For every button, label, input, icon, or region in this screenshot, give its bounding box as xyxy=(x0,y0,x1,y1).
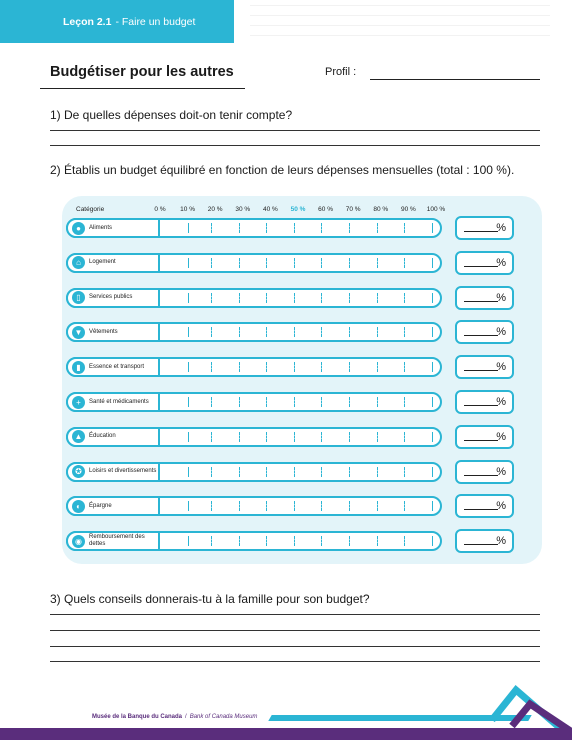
percent-gridline xyxy=(294,467,295,477)
percent-gridline xyxy=(188,432,189,442)
percent-tick-label: 80 % xyxy=(373,206,389,213)
percent-gridline xyxy=(377,293,378,303)
percent-gridline xyxy=(294,327,295,337)
percent-gridline xyxy=(266,327,267,337)
decorative-lines xyxy=(250,5,550,45)
percent-gridline xyxy=(211,536,212,546)
category-label: Services publics xyxy=(89,294,133,301)
percent-sign: % xyxy=(496,291,506,304)
percent-gridline xyxy=(432,223,433,233)
budget-row xyxy=(66,253,442,273)
percent-gridline xyxy=(266,223,267,233)
percent-answer-box[interactable] xyxy=(455,390,514,414)
answer-line[interactable] xyxy=(50,614,540,615)
percent-sign: % xyxy=(496,396,506,408)
percent-gridline xyxy=(321,536,322,546)
percent-gridline xyxy=(211,501,212,511)
percent-gridline xyxy=(239,467,240,477)
percent-gridline xyxy=(321,501,322,511)
category-label: Logement xyxy=(89,259,116,266)
coin-icon: ◉ xyxy=(72,535,85,548)
chevron-logo-icon xyxy=(490,680,572,730)
category-label-box xyxy=(66,253,160,273)
category-label: Éducation xyxy=(89,433,116,440)
percent-gridline xyxy=(188,467,189,477)
percent-gridline xyxy=(321,432,322,442)
percent-gridline xyxy=(294,397,295,407)
percent-gridline xyxy=(239,397,240,407)
percent-gridline xyxy=(266,397,267,407)
percent-gridline xyxy=(349,432,350,442)
percent-tick-label: 50 % xyxy=(290,206,306,213)
percent-gridline xyxy=(377,432,378,442)
percent-gridline xyxy=(321,327,322,337)
question-3: 3) Quels conseils donnerais-tu à la famille pour son budget? xyxy=(50,592,370,606)
percent-gridline xyxy=(266,501,267,511)
percent-gridline xyxy=(377,362,378,372)
percent-gridline xyxy=(188,293,189,303)
category-label-box xyxy=(66,392,160,412)
lesson-number: Leçon 2.1 xyxy=(63,15,112,28)
house-icon: ⌂ xyxy=(72,256,85,269)
medical-cross-icon: + xyxy=(72,396,85,409)
percent-answer-box[interactable] xyxy=(455,494,514,518)
lesson-topic: - Faire un budget xyxy=(115,15,196,28)
percent-gridline xyxy=(294,362,295,372)
percent-sign: % xyxy=(496,535,506,548)
budget-row xyxy=(66,288,442,308)
category-label-box xyxy=(66,462,160,482)
shirt-icon: ▼ xyxy=(72,326,85,339)
percent-answer-line xyxy=(464,231,498,232)
percent-gridline xyxy=(377,501,378,511)
percent-gridline xyxy=(404,223,405,233)
percent-tick-label: 70 % xyxy=(345,206,361,213)
percent-gridline xyxy=(404,327,405,337)
percent-answer-line xyxy=(464,370,498,371)
percent-gridline xyxy=(349,397,350,407)
museum-name-fr: Musée de la Banque du Canada xyxy=(92,714,183,720)
budget-row xyxy=(66,462,442,482)
percent-gridline xyxy=(377,258,378,268)
percent-gridline xyxy=(432,362,433,372)
percent-gridline xyxy=(404,501,405,511)
percent-gridline xyxy=(239,362,240,372)
percent-answer-box[interactable] xyxy=(455,529,514,553)
piggy-bank-icon: ◐ xyxy=(72,500,85,513)
percent-gridline xyxy=(404,293,405,303)
category-label: Essence et transport xyxy=(89,363,145,370)
footer-separator: / xyxy=(185,714,187,720)
category-label-box xyxy=(66,357,160,377)
category-label: Remboursement des dettes xyxy=(89,534,145,548)
budget-row xyxy=(66,322,442,342)
percent-gridline xyxy=(239,223,240,233)
percent-gridline xyxy=(294,536,295,546)
percent-gridline xyxy=(404,258,405,268)
percent-gridline xyxy=(239,258,240,268)
percent-gridline xyxy=(321,223,322,233)
percent-gridline xyxy=(211,258,212,268)
category-label-box xyxy=(66,531,160,551)
percent-gridline xyxy=(239,432,240,442)
budget-row xyxy=(66,357,442,377)
percent-answer-line xyxy=(464,475,498,476)
budget-row xyxy=(66,427,442,447)
footer-bar xyxy=(0,728,572,740)
percent-sign: % xyxy=(496,465,506,478)
category-label-box xyxy=(66,218,160,238)
percent-sign: % xyxy=(496,326,506,339)
percent-gridline xyxy=(239,327,240,337)
soccer-ball-icon: ✪ xyxy=(72,465,85,478)
percent-gridline xyxy=(432,327,433,337)
percent-gridline xyxy=(432,432,433,442)
percent-answer-line xyxy=(464,266,498,267)
percent-sign: % xyxy=(496,361,506,374)
category-label: Santé et médicaments xyxy=(89,398,149,405)
percent-tick-label: 90 % xyxy=(400,206,416,213)
percent-gridline xyxy=(294,223,295,233)
footer-credit xyxy=(92,714,257,720)
percent-gridline xyxy=(294,293,295,303)
category-label-box xyxy=(66,322,160,342)
percent-gridline xyxy=(211,293,212,303)
percent-gridline xyxy=(349,258,350,268)
profil-label: Profil : xyxy=(325,66,357,78)
title-underline xyxy=(40,88,245,89)
category-label: Vêtements xyxy=(89,328,118,335)
percent-gridline xyxy=(188,501,189,511)
percent-tick-label: 60 % xyxy=(318,206,334,213)
percent-gridline xyxy=(239,536,240,546)
percent-gridline xyxy=(211,397,212,407)
answer-line[interactable] xyxy=(50,630,540,631)
percent-gridline xyxy=(377,397,378,407)
percent-tick-label: 0 % xyxy=(154,206,166,213)
percent-tick-label: 30 % xyxy=(235,206,251,213)
percent-gridline xyxy=(404,536,405,546)
percent-gridline xyxy=(377,536,378,546)
percent-gridline xyxy=(432,258,433,268)
percent-gridline xyxy=(294,258,295,268)
percent-gridline xyxy=(266,362,267,372)
percent-gridline xyxy=(188,223,189,233)
percent-tick-label: 100 % xyxy=(426,206,446,213)
apple-icon: ● xyxy=(72,222,85,235)
category-label-box xyxy=(66,427,160,447)
percent-gridline xyxy=(266,467,267,477)
percent-gridline xyxy=(211,327,212,337)
percent-gridline xyxy=(404,467,405,477)
percent-gridline xyxy=(321,362,322,372)
percent-gridline xyxy=(321,293,322,303)
lesson-header xyxy=(0,0,234,43)
category-label: Loisirs et divertissements xyxy=(89,468,157,475)
percent-gridline xyxy=(188,258,189,268)
percent-gridline xyxy=(321,467,322,477)
percent-gridline xyxy=(349,327,350,337)
percent-sign: % xyxy=(496,256,506,269)
percent-gridline xyxy=(349,223,350,233)
budget-row xyxy=(66,218,442,238)
budget-row xyxy=(66,392,442,412)
percent-gridline xyxy=(266,293,267,303)
profil-answer-line[interactable] xyxy=(370,79,540,80)
percent-answer-line xyxy=(464,335,498,336)
percent-gridline xyxy=(432,501,433,511)
percent-answer-line xyxy=(464,544,498,545)
percent-sign: % xyxy=(496,500,506,513)
category-label: Aliments xyxy=(89,224,113,231)
budget-row xyxy=(66,496,442,516)
answer-line[interactable] xyxy=(50,130,540,131)
percent-gridline xyxy=(188,397,189,407)
percent-tick-label: 40 % xyxy=(262,206,278,213)
percent-gridline xyxy=(404,432,405,442)
category-label-box xyxy=(66,496,160,516)
percent-gridline xyxy=(321,397,322,407)
percent-gridline xyxy=(266,258,267,268)
percent-gridline xyxy=(377,327,378,337)
percent-tick-label: 20 % xyxy=(207,206,223,213)
percent-gridline xyxy=(211,362,212,372)
percent-answer-line xyxy=(464,509,498,510)
graduation-cap-icon: ▲ xyxy=(72,430,85,443)
percent-gridline xyxy=(211,223,212,233)
answer-line[interactable] xyxy=(50,145,540,146)
percent-gridline xyxy=(188,327,189,337)
percent-gridline xyxy=(239,293,240,303)
percent-answer-box[interactable] xyxy=(455,425,514,449)
percent-answer-box[interactable] xyxy=(455,251,514,275)
percent-gridline xyxy=(349,501,350,511)
percent-answer-line xyxy=(464,301,498,302)
percent-gridline xyxy=(432,536,433,546)
page-title: Budgétiser pour les autres xyxy=(50,64,234,80)
percent-gridline xyxy=(349,362,350,372)
percent-sign: % xyxy=(496,430,506,443)
percent-gridline xyxy=(349,293,350,303)
percent-gridline xyxy=(239,501,240,511)
percent-gridline xyxy=(349,467,350,477)
percent-gridline xyxy=(404,397,405,407)
percent-gridline xyxy=(349,536,350,546)
percent-answer-box[interactable] xyxy=(455,355,514,379)
percent-sign: % xyxy=(496,222,506,234)
answer-line[interactable] xyxy=(50,646,540,647)
percent-gridline xyxy=(377,223,378,233)
percent-gridline xyxy=(294,432,295,442)
percent-gridline xyxy=(432,293,433,303)
museum-name-en: Bank of Canada Museum xyxy=(189,714,258,720)
percent-gridline xyxy=(404,362,405,372)
percent-gridline xyxy=(266,536,267,546)
category-label-box xyxy=(66,288,160,308)
percent-gridline xyxy=(294,501,295,511)
question-2: 2) Établis un budget équilibré en fonction de leurs dépenses mensuelles (total : 100 %). xyxy=(50,163,515,177)
category-column-header: Catégorie xyxy=(76,206,105,213)
percent-answer-box[interactable] xyxy=(455,320,514,344)
percent-gridline xyxy=(211,467,212,477)
phone-icon: ▯ xyxy=(72,291,85,304)
fuel-icon: ▮ xyxy=(72,361,85,374)
percent-tick-label: 10 % xyxy=(180,206,196,213)
budget-row xyxy=(66,531,442,551)
percent-answer-box[interactable] xyxy=(455,460,514,484)
percent-gridline xyxy=(377,467,378,477)
percent-gridline xyxy=(188,362,189,372)
percent-gridline xyxy=(321,258,322,268)
percent-answer-box[interactable] xyxy=(455,216,514,240)
category-label: Épargne xyxy=(89,502,112,509)
percent-gridline xyxy=(432,397,433,407)
answer-line[interactable] xyxy=(50,661,540,662)
percent-gridline xyxy=(188,536,189,546)
percent-answer-line xyxy=(464,405,498,406)
percent-answer-box[interactable] xyxy=(455,286,514,310)
percent-answer-line xyxy=(464,440,498,441)
question-1: 1) De quelles dépenses doit-on tenir compte? xyxy=(50,108,293,122)
percent-gridline xyxy=(432,467,433,477)
percent-gridline xyxy=(211,432,212,442)
percent-gridline xyxy=(266,432,267,442)
